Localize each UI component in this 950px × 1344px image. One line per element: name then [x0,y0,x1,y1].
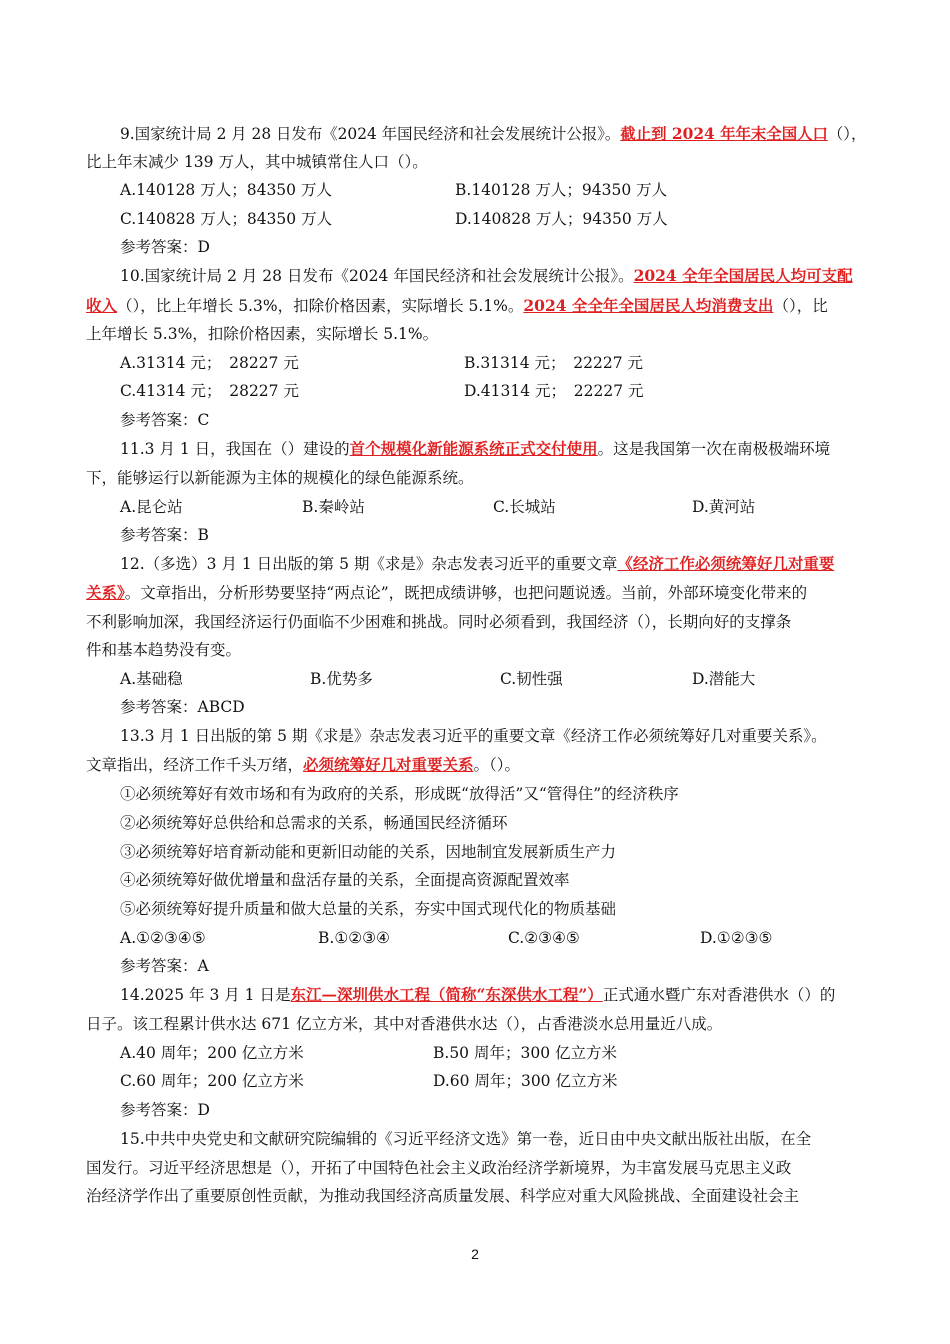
q10-highlight-1-cont: 收入 [86,296,118,315]
q14-option-b: B.50 周年；300 亿立方米 [433,1044,617,1062]
q15-line-1: 15.中共中央党史和文献研究院编辑的《习近平经济文选》第一卷，近日由中央文献出版社出版，在全 [120,1130,812,1148]
q13-item-2: ②必须统筹好总供给和总需求的关系，畅通国民经济循环 [120,814,508,832]
q12-line-2 [86,583,807,603]
q10-highlight-1: 2024 全年全国居民人均可支配 [633,266,853,285]
q15-line-3: 治经济学作出了重要原创性贡献，为推动我国经济高质量发展、科学应对重大风险挑战、全面建设社会主 [86,1187,800,1205]
q12-highlight: 《经济工作必须统筹好几对重要 [617,554,835,573]
q10-option-d: D.41314 元； 22227 元 [464,382,644,400]
q9-option-d: D.140828 万人；94350 万人 [455,210,668,228]
q9-highlight: 截止到 2024 年年末全国人口 [620,124,828,143]
q13-option-a: A.①②③④⑤ [120,929,206,947]
q10-text: 10.国家统计局 2 月 28 日发布《2024 年国民经济和社会发展统计公报》。 [120,267,634,285]
q11-option-c: C.长城站 [493,498,556,516]
q11-line-1 [120,439,830,459]
q15-line-2: 国发行。习近平经济思想是（），开拓了中国特色社会主义政治经济学新境界，为丰富发展马克思主义政 [86,1159,792,1177]
q12-option-d: D.潜能大 [692,670,756,688]
q12-text-2: 。文章指出，分析形势要坚持“两点论”，既把成绩讲够，也把问题说透。当前，外部环境变化带来的 [124,584,808,602]
q10-answer: 参考答案：C [120,411,210,429]
q10-line-2 [86,296,828,316]
q11-answer: 参考答案：B [120,526,209,544]
q13-highlight: 必须统筹好几对重要关系 [303,755,474,774]
q14-option-d: D.60 周年；300 亿立方米 [433,1072,618,1090]
q12-option-a: A.基础稳 [120,670,183,688]
q11-highlight: 首个规模化新能源系统正式交付使用 [349,439,598,458]
q13-option-d: D.①②③⑤ [700,929,773,947]
q13-option-b: B.①②③④ [318,929,390,947]
q9-option-c: C.140828 万人；84350 万人 [120,210,333,228]
q13-line-1: 13.3 月 1 日出版的第 5 期《求是》杂志发表习近平的重要文章《经济工作必须统筹好几对重要关系》。 [120,727,827,745]
q9-option-a: A.140128 万人；84350 万人 [120,181,332,199]
q14-highlight: 东江—深圳供水工程（简称“东深供水工程”） [290,985,603,1004]
q12-line-4: 件和基本趋势没有变。 [86,641,242,659]
q9-line-2: 比上年末减少 139 万人，其中城镇常住人口（）。 [86,153,428,171]
q10-option-b: B.31314 元； 22227 元 [464,354,644,372]
q12-option-c: C.韧性强 [500,670,563,688]
q12-answer: 参考答案：ABCD [120,698,245,716]
q14-text: 14.2025 年 3 月 1 日是 [120,986,291,1004]
q9-text: 9.国家统计局 2 月 28 日发布《2024 年国民经济和社会发展统计公报》。 [120,125,621,143]
q10-option-a: A.31314 元； 28227 元 [120,354,299,372]
q14-text-end: 正式通水暨广东对香港供水（）的 [602,986,836,1004]
q10-highlight-2: 2024 全全年全国居民人均消费支出 [523,296,774,315]
q12-line-3: 不利影响加深，我国经济运行仍面临不少困难和挑战。同时必须看到，我国经济（），长期向好的支撑条 [86,613,792,631]
q13-answer: 参考答案：A [120,957,209,975]
q10-line-1 [120,266,853,286]
q11-option-b: B.秦岭站 [302,498,365,516]
q13-option-c: C.②③④⑤ [508,929,580,947]
q10-text-3: （），比 [773,297,828,315]
q10-text-2: （），比上年增长 5.3%，扣除价格因素，实际增长 5.1%。 [117,297,524,315]
q14-answer: 参考答案：D [120,1101,210,1119]
q9-answer: 参考答案：D [120,238,210,256]
q14-line-1 [120,985,835,1005]
q12-highlight-cont: 关系》 [86,583,125,602]
q13-item-1: ①必须统筹好有效市场和有为政府的关系，形成既“放得活”又“管得住”的经济秩序 [120,785,679,803]
q11-option-a: A.昆仑站 [120,498,183,516]
q14-line-2: 日子。该工程累计供水达 671 亿立方米，其中对香港供水达（），占香港淡水总用量近八成。 [86,1015,723,1033]
q9-option-b: B.140128 万人；94350 万人 [455,181,668,199]
page-number: 2 [471,1246,479,1262]
q13-item-4: ④必须统筹好做优增量和盘活存量的关系，全面提高资源配置效率 [120,871,570,889]
q11-text-end: 。这是我国第一次在南极极端环境 [597,440,831,458]
q11-option-d: D.黄河站 [692,498,756,516]
q13-text: 文章指出，经济工作千头万绪， [86,756,304,774]
q14-option-a: A.40 周年；200 亿立方米 [120,1044,304,1062]
q9-text-end: （）， [827,125,867,143]
q13-line-2 [86,755,520,775]
q12-option-b: B.优势多 [310,670,373,688]
q14-option-c: C.60 周年；200 亿立方米 [120,1072,304,1090]
q10-option-c: C.41314 元； 28227 元 [120,382,299,400]
q12-line-1 [120,554,834,574]
q13-text-end: 。（）。 [473,756,521,774]
q9-line-1 [120,124,866,144]
q13-item-5: ⑤必须统筹好提升质量和做大总量的关系，夯实中国式现代化的物质基础 [120,900,617,918]
q10-line-3: 上年增长 5.3%，扣除价格因素，实际增长 5.1%。 [86,325,439,343]
q11-text: 11.3 月 1 日，我国在（）建设的 [120,440,350,458]
q13-item-3: ③必须统筹好培育新动能和更新旧动能的关系，因地制宜发展新质生产力 [120,843,617,861]
q12-text: 12.（多选）3 月 1 日出版的第 5 期《求是》杂志发表习近平的重要文章 [120,555,618,573]
q11-line-2: 下，能够运行以新能源为主体的规模化的绿色能源系统。 [86,469,474,487]
